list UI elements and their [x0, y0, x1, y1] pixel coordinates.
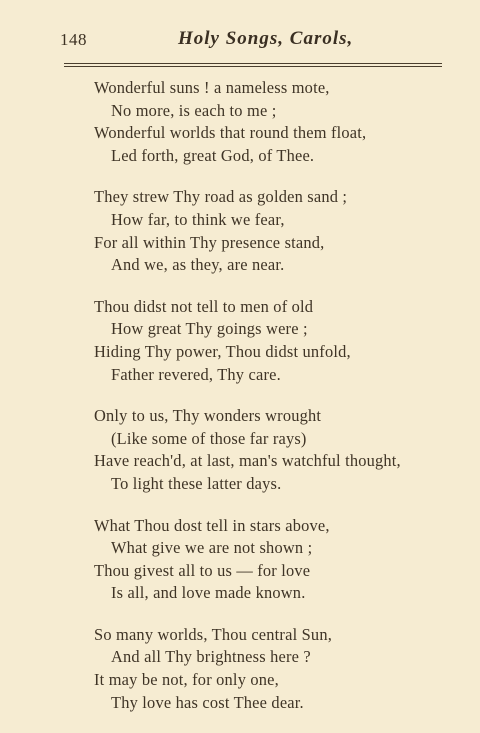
header-rule-top [64, 63, 442, 64]
poem-line: What Thou dost tell in stars above, [94, 515, 330, 535]
stanza-3 [0, 296, 480, 386]
running-head: Holy Songs, Carols, [178, 28, 354, 49]
poem-line: Father revered, Thy care. [111, 364, 281, 384]
poem-line: Only to us, Thy wonders wrought [94, 406, 322, 426]
poem-line: They strew Thy road as golden sand ; [94, 187, 348, 207]
stanza-5 [0, 515, 480, 605]
poem-line: So many worlds, Thou central Sun, [94, 624, 333, 644]
poem-line: Hiding Thy power, Thou didst unfold, [94, 341, 351, 361]
poem-line: And we, as they, are near. [111, 255, 285, 275]
poem-line: Is all, and love made known. [111, 583, 306, 603]
poem-line: It may be not, for only one, [94, 670, 279, 690]
stanza-1 [0, 77, 480, 167]
poem-line: And all Thy brightness here ? [111, 647, 311, 667]
poem-line: Thy love has cost Thee dear. [111, 692, 304, 712]
poem-line: Wonderful worlds that round them float, [94, 123, 367, 143]
poem-line: How great Thy goings were ; [111, 319, 308, 339]
poem-line: (Like some of those far rays) [111, 428, 307, 448]
poem-line: Wonderful suns ! a nameless mote, [94, 78, 330, 97]
poem-line: No more, is each to me ; [111, 100, 277, 120]
poem [0, 77, 480, 733]
stanza-6 [0, 624, 480, 714]
poem-line: How far, to think we fear, [111, 209, 285, 229]
poem-line: Thou givest all to us — for love [94, 560, 311, 580]
poem-line: Led forth, great God, of Thee. [111, 145, 315, 165]
page-number: 148 [60, 30, 87, 49]
header-rule-bottom [64, 66, 442, 67]
stanza-4 [0, 405, 480, 495]
poem-line: Thou didst not tell to men of old [94, 296, 314, 316]
poem-line: Have reach'd, at last, man's watchful thought, [94, 451, 401, 471]
stanza-2 [0, 186, 480, 276]
poem-line: For all within Thy presence stand, [94, 232, 325, 252]
poem-line: What give we are not shown ; [111, 538, 313, 558]
poem-line: To light these latter days. [111, 473, 282, 493]
